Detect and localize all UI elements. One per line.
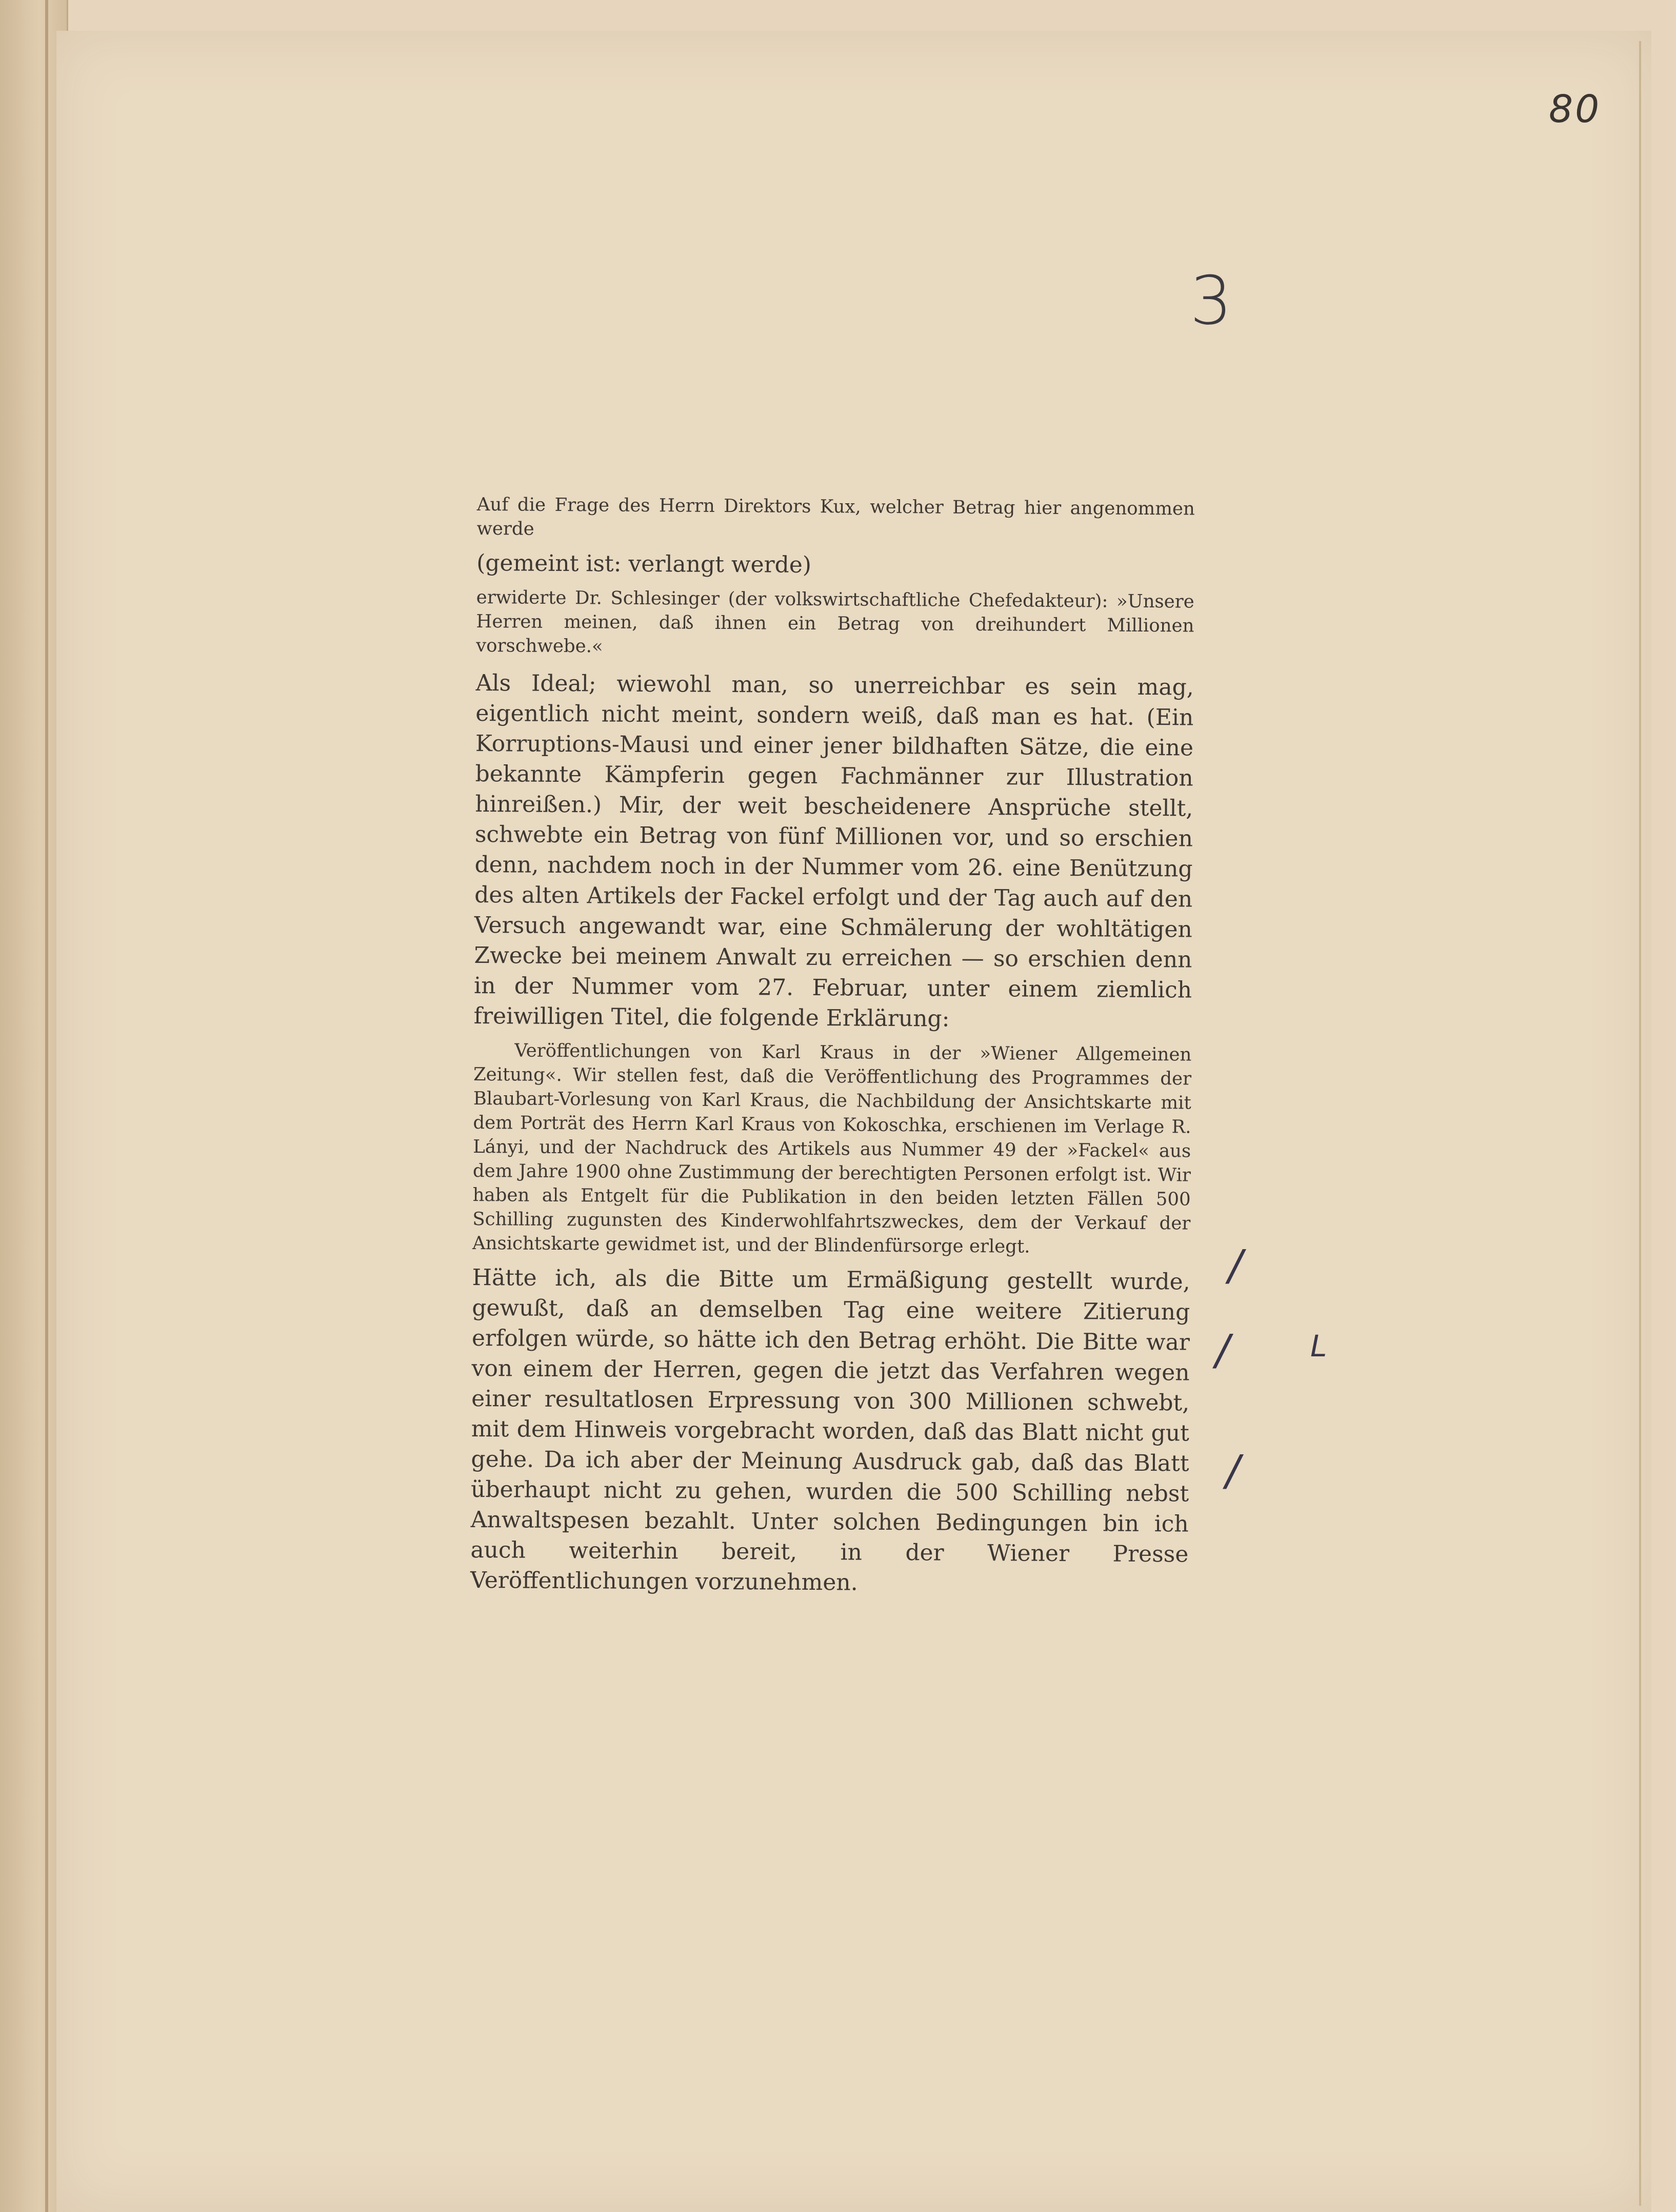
document-body <box>470 492 1195 1600</box>
paragraph-question: Auf die Frage des Herrn Direktors Kux, welcher Betrag hier angenommen werde <box>476 493 1195 540</box>
paragraph-declaration: Veröffentlichungen von Karl Kraus in der »Wiener Allgemeinen Zeitung«. Wir stellen fest, daß die Veröffentlichung des Programmes der Blaubart-Vorlesung von Karl Kraus, die Nachbildung der Ansichtskarte mit dem Porträt des Herrn Karl Kraus von Kokoschka, erschienen im Verlage R. Lányi, und der Nachdruck des Artikels aus Nummer 49 der »Fackel« aus dem Jahre 1900 ohne Zustimmung der berechtigten Personen erfolgt ist. Wir haben als Entgelt für die Publikation in den beiden letzten Fällen 500 Schilling zugunsten des Kinderwohlfahrtszweckes, dem der Verkauf der Ansichtskarte gewidmet ist, und der Blindenfürsorge erlegt. <box>472 1040 1192 1257</box>
paragraph-aside: (gemeint ist: verlangt werde) <box>476 549 812 578</box>
paragraph-conclusion: Hätte ich, als die Bitte um Ermäßigung gestellt wurde, gewußt, daß an demselben Tag eine weitere Zitierung erfolgen würde, so hätte ich den Betrag erhöht. Die Bitte war von einem der Herren, gegen die jetzt das Verfahren wegen einer resultatlosen Erpressung von 300 Millionen schwebt, mit dem Hinweis vorgebracht worden, daß das Blatt nicht gut gehe. Da ich aber der Meinung Ausdruck gab, daß das Blatt überhaupt nicht zu gehen, wurden die 500 Schilling nebst Anwaltspesen bezahlt. Unter solchen Bedingungen bin ich auch weiterhin bereit, in der Wiener Presse Veröffentlichungen vorzunehmen. <box>470 1264 1190 1596</box>
margin-note-2: / <box>1215 1326 1230 1375</box>
section-mark: 3 <box>1190 262 1232 340</box>
margin-note-1: / <box>1228 1241 1243 1290</box>
paragraph-commentary: Als Ideal; wiewohl man, so unerreichbar es sein mag, eigentlich nicht meint, sondern weiß, daß man es hat. (Ein Korruptions-Mausi und einer jener bildhaften Sätze, die eine bekannte Kämpferin gegen Fachmänner zur Illustration hinreißen.) Mir, der weit bescheidenere Ansprüche stellt, schwebte ein Betrag von fünf Millionen vor, und so erschien denn, nachdem noch in der Nummer vom 26. eine Benützung des alten Artikels der Fackel erfolgt und der Tag auch auf den Versuch angewandt war, eine Schmälerung der wohltätigen Zwecke bei meinem Anwalt zu erreichen — so erschien denn in der Nummer vom 27. Februar, unter einem ziemlich freiwilligen Titel, die folgende Erklärung: <box>473 669 1194 1032</box>
page-number: 80 <box>1549 87 1602 131</box>
page-edge <box>1639 41 1641 2206</box>
margin-note-3: L <box>1310 1329 1327 1364</box>
margin-note-4: / <box>1226 1447 1240 1495</box>
paragraph-reply: erwiderte Dr. Schlesinger (der volkswirtschaftliche Chefedakteur): »Unsere Herren meinen, daß ihnen ein Betrag von dreihundert Millionen vorschwebe.« <box>476 586 1194 657</box>
